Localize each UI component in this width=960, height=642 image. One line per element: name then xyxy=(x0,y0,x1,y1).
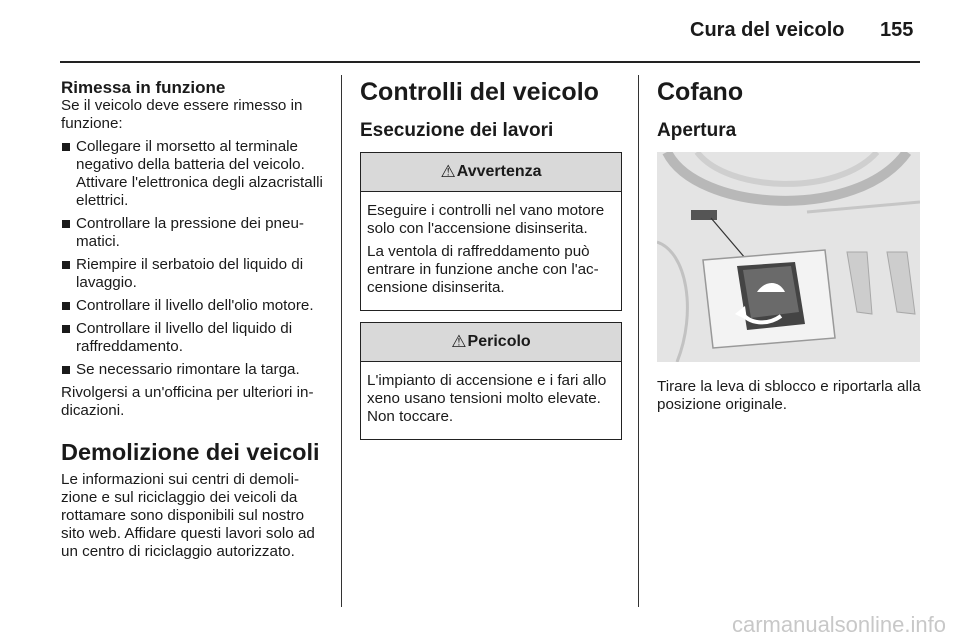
bullet-icon xyxy=(62,302,70,310)
scrapping-body: Le informazioni sui centri di demolizione e sul riciclaggio dei veicoli da rottamare sono disponibili sul nostro sito web. Affidare questi lavori solo ad un centro di riciclaggio autorizzato. xyxy=(61,471,315,560)
column-3 xyxy=(657,78,922,414)
warning-box-header xyxy=(361,153,621,192)
list-item xyxy=(61,256,327,292)
recommissioning-closing: Rivolgersi a un'officina per ulteriori indicazioni. xyxy=(61,384,314,419)
hood-release-lever-illustration xyxy=(657,152,920,362)
list-item-text: Collegare il morsetto al terminale negativo della batteria del veicolo. Attivare l'elettronica degli alzacristalli elettrici. xyxy=(76,138,323,209)
list-item-text: Se necessario rimontare la targa. xyxy=(76,361,300,378)
column-2 xyxy=(360,78,622,440)
column-divider-2 xyxy=(638,75,639,607)
warning-box-body xyxy=(361,192,621,310)
bullet-icon xyxy=(62,261,70,269)
danger-box-header xyxy=(361,323,621,362)
recommissioning-list xyxy=(61,138,327,379)
column-1 xyxy=(61,78,327,561)
list-item xyxy=(61,215,327,251)
list-item xyxy=(61,361,327,379)
section-title: Cura del veicolo xyxy=(690,19,845,41)
warning-triangle-icon: ⚠ xyxy=(440,162,456,181)
warning-triangle-icon: ⚠ xyxy=(451,332,467,351)
recommissioning-heading: Rimessa in funzione xyxy=(61,78,226,97)
scrapping-heading: Demolizione dei veicoli xyxy=(61,439,320,465)
bullet-icon xyxy=(62,143,70,151)
bullet-icon xyxy=(62,366,70,374)
column-divider-1 xyxy=(341,75,342,607)
danger-box-body xyxy=(361,362,621,439)
list-item xyxy=(61,138,327,210)
danger-text: L'impianto di accensione e i fari allo xeno usano tensioni molto elevate. Non toccare. xyxy=(367,372,607,425)
performing-work-heading: Esecuzione dei lavori xyxy=(360,120,554,141)
list-item xyxy=(61,320,327,356)
warning-text: La ventola di raffreddamento può entrare in funzione anche con l'accensione disinserita. xyxy=(367,243,599,296)
list-item-text: Riempire il serbatoio del liquido di lavaggio. xyxy=(76,256,304,291)
list-item-text: Controllare il livello del liquido di raffreddamento. xyxy=(76,320,293,355)
recommissioning-intro: Se il veicolo deve essere rimesso in funzione: xyxy=(61,97,303,132)
list-item-text: Controllare il livello dell'olio motore. xyxy=(76,297,314,314)
hood-heading: Cofano xyxy=(657,78,744,106)
warning-title: Avvertenza xyxy=(456,163,542,180)
warning-text: Eseguire i controlli nel vano motore solo con l'accensione disinserita. xyxy=(367,202,605,237)
page-number: 155 xyxy=(880,19,914,41)
danger-title: Pericolo xyxy=(467,333,531,350)
watermark: carmanualsonline.info xyxy=(731,612,946,637)
bullet-icon xyxy=(62,325,70,333)
header-rule xyxy=(60,61,920,63)
bullet-icon xyxy=(62,220,70,228)
list-item xyxy=(61,297,327,315)
warning-box xyxy=(360,152,622,311)
figure-caption: Tirare la leva di sblocco e riportarla alla posizione originale. xyxy=(657,378,921,413)
opening-heading: Apertura xyxy=(657,120,737,141)
vehicle-checks-heading: Controlli del veicolo xyxy=(360,78,599,106)
danger-box xyxy=(360,322,622,440)
list-item-text: Controllare la pressione dei pneumatici. xyxy=(76,215,304,250)
